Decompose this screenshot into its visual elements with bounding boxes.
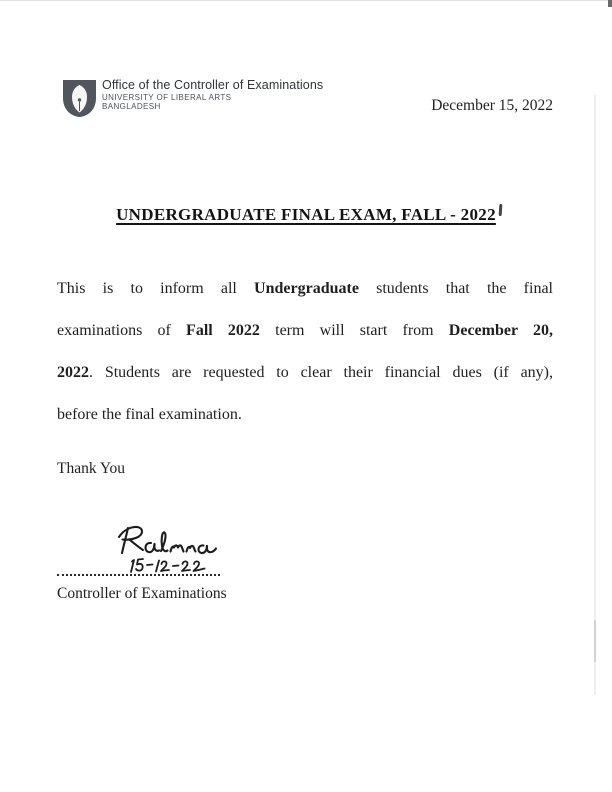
signature-dotted-line [57, 574, 220, 576]
body-line: 2022. Students are requested to clear their financial dues (if any), [57, 364, 553, 381]
handwritten-signature [113, 524, 218, 576]
scan-vertical-streak-dark [594, 620, 596, 662]
university-name: UNIVERSITY OF LIBERAL ARTS [102, 93, 232, 102]
office-name: Office of the Controller of Examinations [102, 78, 324, 92]
university-country: BANGLADESH [102, 102, 161, 111]
document-date: December 15, 2022 [431, 97, 553, 114]
scan-vertical-streak [594, 95, 596, 695]
scan-top-edge-line [0, 0, 612, 1]
body-line: before the final examination. [57, 406, 242, 423]
body-paragraph [57, 268, 553, 436]
document-title: UNDERGRADUATE FINAL EXAM, FALL - 2022 [116, 205, 496, 224]
scan-top-right-mark [608, 0, 612, 7]
body-line: This is to inform all Undergraduate students that the final [57, 280, 553, 297]
signature-name-strokes [119, 527, 216, 553]
ulab-shield-pen-nib-logo [61, 78, 98, 118]
body-line: examinations of Fall 2022 term will start from December 20, [57, 322, 553, 339]
signer-role: Controller of Examinations [57, 585, 227, 602]
signature-date-strokes [131, 559, 205, 572]
closing-text: Thank You [57, 460, 126, 477]
